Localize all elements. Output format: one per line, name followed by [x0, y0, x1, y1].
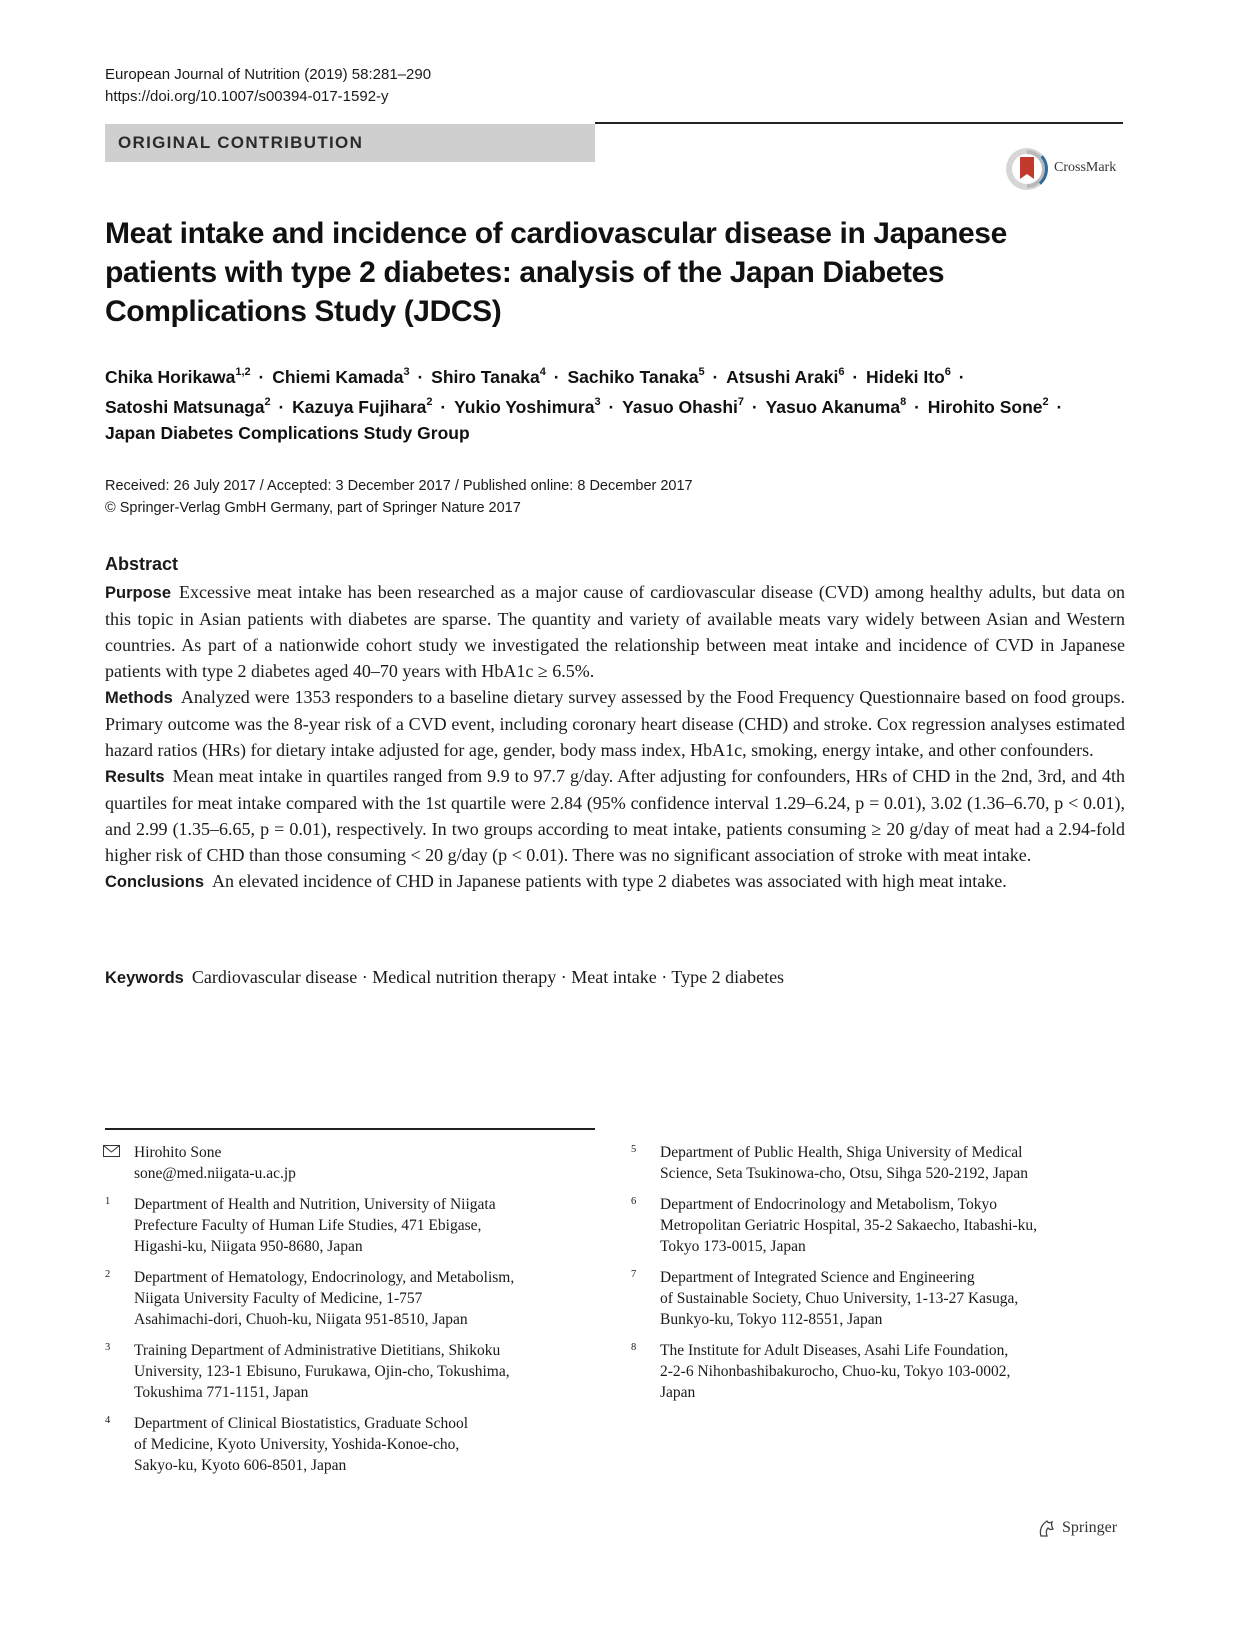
author[interactable]: Chika Horikawa$^{1,2}$ [105, 366, 251, 387]
author[interactable]: Satoshi Matsunaga$^2$ [105, 395, 271, 417]
author[interactable]: Yukio Yoshimura$^3$ [454, 395, 601, 417]
abstract-conclusions: Conclusions An elevated incidence of CHD in Japanese patients with type 2 diabetes was associated with high meat intake. [105, 871, 1007, 891]
affiliation: 1 Department of Health and Nutrition, University of Niigata Prefecture Faculty of Human Life Studies, 471 Ebigase, Higashi-ku, Niigata 950-8680, Japan [105, 1196, 496, 1255]
crossmark-icon [1005, 147, 1049, 191]
springer-horse-icon [1036, 1518, 1056, 1538]
keywords [105, 967, 784, 988]
header-rule [595, 122, 1123, 124]
springer-logo [1036, 1516, 1126, 1544]
affiliation: 8 The Institute for Adult Diseases, Asahi Life Foundation, 2-2-6 Nihonbashibakurocho, Chuo-ku, Tokyo 103-0002, Japan [631, 1342, 1011, 1401]
doi-link[interactable]: https://doi.org/10.1007/s00394-017-1592-y [105, 88, 389, 105]
author[interactable]: Sachiko Tanaka$^5$ [567, 366, 705, 387]
correspondence-email[interactable]: sone@med.niigata-u.ac.jp [134, 1165, 296, 1182]
title-line: Meat intake and incidence of cardiovascular disease in Japanese [105, 217, 1007, 250]
correspondence-name: Hirohito Sone [134, 1144, 222, 1161]
title-line: patients with type 2 diabetes: analysis of the Japan Diabetes [105, 256, 945, 289]
author[interactable]: Hirohito Sone$^2$ [927, 395, 1049, 417]
affiliation: 6 Department of Endocrinology and Metabolism, Tokyo Metropolitan Geriatric Hospital, 35-2 Sakaecho, Itabashi-ku, Tokyo 173-0015, Japan [631, 1196, 1038, 1255]
author[interactable]: Shiro Tanaka$^4$ [431, 366, 546, 387]
abstract-purpose: Purpose Excessive meat intake has been researched as a major cause of cardiovascular disease (CVD) among healthy adults, but data on this topic in Asian patients with diabetes are sparse. The quantity and variety of available meats vary widely between Asian and Western countries. As part of a nationwide cohort study we investigated the relationship between meat intake and incidence of CVD in Japanese patients with type 2 diabetes aged 40–70 years with HbA1c ≥ 6.5%. [105, 582, 1125, 681]
affiliation: 3 Training Department of Administrative Dietitians, Shikoku University, 123-1 Ebisuno, Furukawa, Ojin-cho, Tokushima, Tokushima 771-1151, Japan [105, 1342, 510, 1401]
author[interactable]: Chiemi Kamada$^3$ [272, 366, 410, 387]
journal-citation: European Journal of Nutrition (2019) 58:281–290 [105, 66, 432, 83]
author[interactable]: Yasuo Ohashi$^7$ [622, 395, 744, 417]
affiliation: 7 Department of Integrated Science and Engineering of Sustainable Society, Chuo University, 1-13-27 Kasuga, Bunkyo-ku, Tokyo 112-8551, Japan [631, 1269, 1019, 1328]
author[interactable]: Kazuya Fujihara$^2$ [292, 395, 433, 417]
author-list: Chika Horikawa$^{1,2}$ · Chiemi Kamada$^3$ · Shiro Tanaka$^4$ · Sachiko Tanaka$^5$ · Atsushi Araki$^6$ · Hideki Ito$^6$ · Satoshi Matsunaga$^2$ · Kazuya Fujihara$^2$ · Yukio Yoshimura$^3$ · Yasuo Ohashi$^7$ · Yasuo Akanuma$^8$ · Hirohito Sone$^2$ · Japan Diabetes Complications Study Group [105, 366, 1063, 443]
keywords-label: Keywords [105, 969, 184, 987]
affiliations-right [631, 1142, 1101, 1413]
title-line: Complications Study (JDCS) [105, 295, 502, 328]
abstract-heading: Abstract [105, 554, 179, 574]
article-title [105, 214, 1005, 331]
abstract-results: Results Mean meat intake in quartiles ranged from 9.9 to 97.7 g/day. After adjusting for confounders, HRs of CHD in the 2nd, 3rd, and 4th quartiles for meat intake compared with the 1st quartile were 2.84 (95% confidence interval 1.29–6.24, p = 0.01), 3.02 (1.36–6.70, p < 0.01), and 2.99 (1.35–6.65, p = 0.01), respectively. In two groups according to meat intake, patients consuming ≥ 20 g/day of meat had a 2.94-fold higher risk of CHD than those consuming < 20 g/day (p < 0.01). There was no significant association of stroke with meat intake. [105, 766, 1125, 865]
envelope-icon [103, 1145, 120, 1157]
affiliation: 4 Department of Clinical Biostatistics, Graduate School of Medicine, Kyoto University, Yoshida-Konoe-cho, Sakyo-ku, Kyoto 606-8501, Japan [105, 1415, 469, 1474]
author[interactable]: Atsushi Araki$^6$ [726, 366, 845, 387]
copyright: © Springer-Verlag GmbH Germany, part of Springer Nature 2017 [105, 500, 521, 516]
correspondence [105, 1142, 575, 1184]
affiliation: 5 Department of Public Health, Shiga University of Medical Science, Seta Tsukinowa-cho, Otsu, Sihga 520-2192, Japan [631, 1144, 1028, 1182]
affiliation: 2 Department of Hematology, Endocrinology, and Metabolism, Niigata University Faculty of Medicine, 1-757 Asahimachi-dori, Chuoh-ku, Niigata 951-8510, Japan [105, 1269, 515, 1328]
article-dates [105, 475, 693, 519]
crossmark-button[interactable] [1005, 147, 1127, 193]
keywords-text: Cardiovascular disease · Medical nutrition therapy · Meat intake · Type 2 diabetes [191, 967, 785, 987]
section-label: ORIGINAL CONTRIBUTION [118, 133, 364, 152]
footnote-rule [105, 1128, 595, 1130]
abstract-body [105, 579, 1125, 895]
section-label-bar [105, 124, 595, 162]
journal-header [105, 64, 431, 108]
publication-history: Received: 26 July 2017 / Accepted: 3 December 2017 / Published online: 8 December 2017 [105, 478, 693, 494]
author[interactable]: Hideki Ito$^6$ [866, 366, 951, 387]
affiliations-left [105, 1142, 575, 1486]
author-group[interactable]: Japan Diabetes Complications Study Group [105, 422, 470, 443]
author[interactable]: Yasuo Akanuma$^8$ [765, 395, 907, 417]
publisher-name: Springer [1062, 1519, 1118, 1536]
abstract-methods: Methods Analyzed were 1353 responders to a baseline dietary survey assessed by the Food Frequency Questionnaire based on food groups. Primary outcome was the 8-year risk of a CVD event, including coronary heart disease (CHD) and stroke. Cox regression analyses estimated hazard ratios (HRs) for dietary intake adjusted for age, gender, body mass index, HbA1c, smoking, energy intake, and other confounders. [105, 687, 1125, 760]
crossmark-label: CrossMark [1054, 160, 1117, 175]
